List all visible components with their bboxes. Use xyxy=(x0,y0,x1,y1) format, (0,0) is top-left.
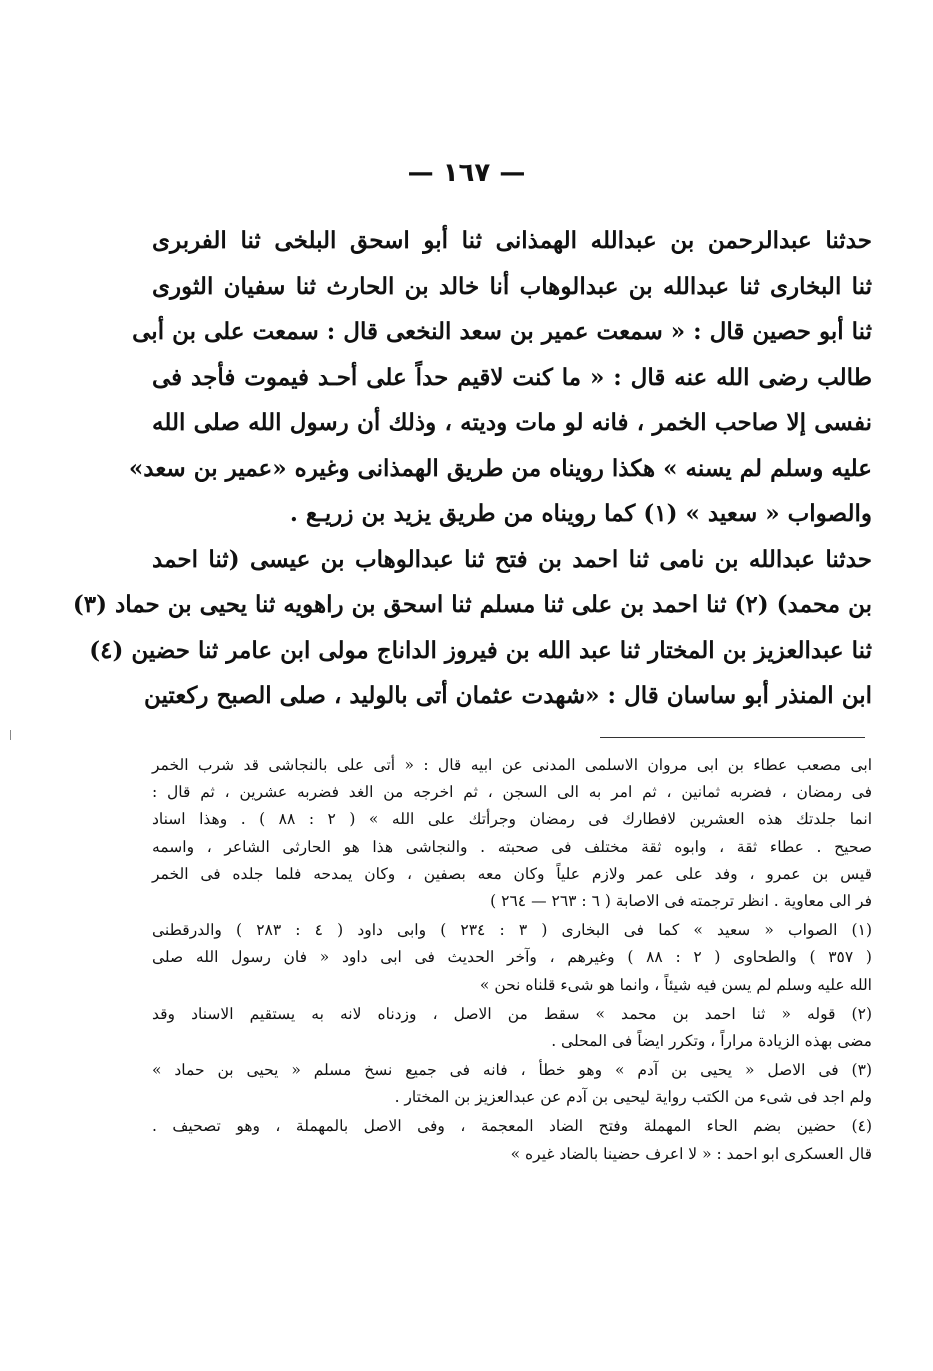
main-line: ابن المنذر أبو ساسان قال : «شهدت عثمان أتى بالوليد ، صلى الصبح ركعتين xyxy=(143,682,872,709)
main-line: عليه وسلم لم يسنه » هكذا رويناه من طريق الهمذانى وغيره «عمير بن سعد» xyxy=(128,454,872,482)
footnote-line: فى رمضان ، فضربه ثمانين ، ثم امر به الى السجن ، ثم اخرجه من الغد فضربه عشرين ، ثم قال : xyxy=(152,783,872,802)
main-line: ثنا أبو حصين قال : « سمعت عمير بن سعد النخعى قال : سمعت على بن أبى xyxy=(132,318,872,345)
footnote-2 xyxy=(152,1001,872,1055)
footnote-line: مضى بهذه الزيادة مراراً ، وتكرر ايضاً فى المحلى . xyxy=(551,1031,872,1050)
main-line: ثنا عبدالعزيز بن المختار ثنا عبد الله بن فيروز الداناج مولى ابن عامر ثنا حضين (٤) xyxy=(89,636,872,664)
main-line: والصواب « سعيد » (١) كما رويناه من طريق يزيد بن زريـع . xyxy=(289,500,872,527)
footnote-4 xyxy=(152,1113,872,1167)
footnote-line: ولم اجد فى شىء من الكتب رواية ليحيى بن آدم عن عبدالعزيز بن المختار . xyxy=(394,1088,872,1107)
main-line: ثنا البخارى ثنا عبدالله بن عبدالوهاب أنا خالد بن الحارث ثنا سفيان الثورى xyxy=(152,272,872,300)
footnote-line: فر الى معاوية . انظر ترجمته فى الاصابة ( ٦ : ٢٦٣ — ٢٦٤ ) xyxy=(490,891,872,910)
footnote-line: (٣) فى الاصل « يحيى بن آدم » وهو خطأ ، فانه فى جميع نسخ مسلم « يحيى بن حماد » xyxy=(152,1061,872,1080)
footnote-line: (٤) حضين بضم الحاء المهملة وفتح الضاد المعجمة ، وفى الاصل بالمهملة ، وهو تصحيف . xyxy=(152,1117,872,1136)
footnote-3 xyxy=(152,1057,872,1111)
footnote-line: ( ٣٥٧ ) والطحاوى ( ٢ : ٨٨ ) وغيرهم ، وآخر الحديث فى ابى داود « فان رسول الله صلى xyxy=(152,948,872,967)
footnote-line: (٢) قوله « ثنا احمد بن محمد » سقط من الاصل ، وزدناه لانه به يستقيم الاسناد وقد xyxy=(152,1004,872,1023)
margin-mark xyxy=(10,730,11,740)
footnote-line: قيس بن عمرو ، وفد على عمر ولازم علياً وكان معه بصفين ، وكان يمدحه فلما جلده فى الخمر xyxy=(152,864,872,883)
footnote-line: الله عليه وسلم لم يسن فيه شيئاً ، وانما هو شىء قلناه نحن » xyxy=(479,975,872,994)
footnote-divider xyxy=(600,737,865,738)
main-line: حدثنا عبدالرحمن بن عبدالله الهمذانى ثنا أبو اسحق البلخى ثنا الفربرى xyxy=(152,227,872,254)
footnotes xyxy=(152,752,872,1168)
footnote-continuation xyxy=(152,752,872,915)
footnote-line: صحيح . عطاء ثقة ، وابوه ثقة مختلف فى صحبته . والنجاشى هذا هو الحارثى الشاعر ، واسمه xyxy=(152,837,872,856)
main-line: نفسى إلا صاحب الخمر ، فانه لو مات وديته ، وذلك أن رسول الله صلى الله xyxy=(152,409,872,436)
footnote-1 xyxy=(152,917,872,999)
main-text xyxy=(72,218,872,719)
footnote-line: انما جلدتك هذه العشرين لافطارك فى رمضان وجرأتك على الله » ( ٢ : ٨٨ ) . وهذا اسناد xyxy=(152,810,873,829)
main-line: بن محمد) (٢) ثنا احمد بن على ثنا مسلم ثنا اسحق بن راهويه ثنا يحيى بن حماد (٣) xyxy=(72,591,872,618)
page-number: — ١٦٧ — xyxy=(407,158,526,188)
footnote-line: قال العسكرى ابو احمد : « لا اعرف حضينا بالضاد غيره » xyxy=(510,1144,872,1163)
main-line: طالب رضى الله عنه قال : « ما كنت لاقيم حداً على أحـد فيموت فأجد فى xyxy=(152,363,872,391)
footnote-line: (١) الصواب « سعيد » كما فى البخارى ( ٣ : ٢٣٤ ) وابى داود ( ٤ : ٢٨٣ ) والدرقطنى xyxy=(152,921,872,940)
main-line: حدثنا عبدالله بن نامى ثنا احمد بن فتح ثنا عبدالوهاب بن عيسى (ثنا احمد xyxy=(152,545,872,573)
footnote-line: ابى مصعب عطاء بن ابى مروان الاسلمى المدنى عن ابيه قال : « أتى على بالنجاشى قد شرب الخمر xyxy=(152,756,872,774)
